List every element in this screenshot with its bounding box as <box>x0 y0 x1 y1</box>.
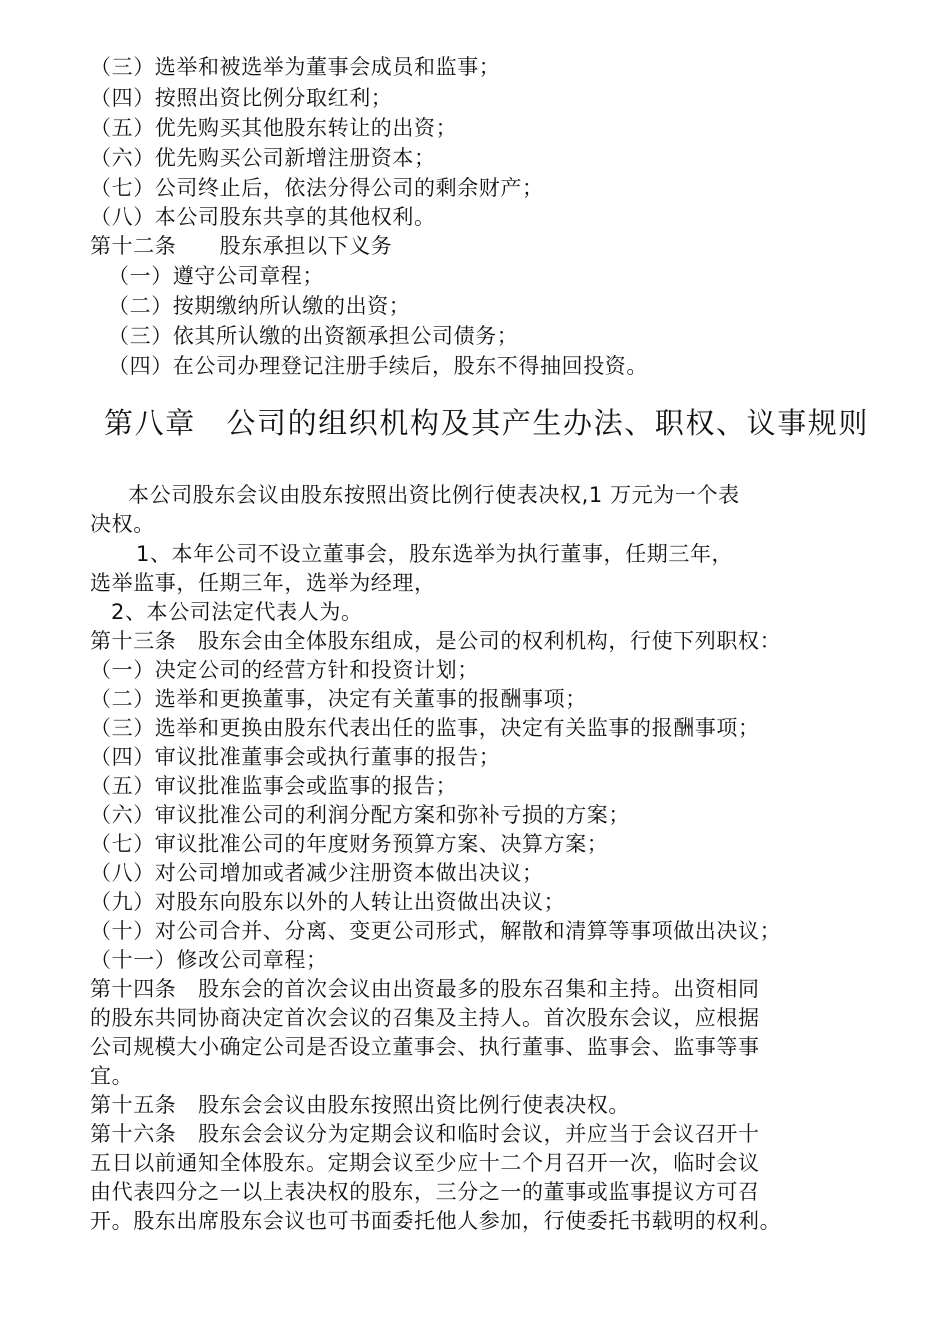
intro-line: 选举监事，任期三年，选举为经理， <box>90 571 436 595</box>
intro-line: 2、本公司法定代表人为。 <box>111 600 363 624</box>
article-14-line: 第十四条 股东会的首次会议由出资最多的股东召集和主持。出资相同 <box>90 977 760 1001</box>
obligation-item: （二）按期缴纳所认缴的出资； <box>108 294 411 318</box>
obligation-item: （四）在公司办理登记注册手续后，股东不得抽回投资。 <box>108 354 648 378</box>
power-item: （十）对公司合并、分离、变更公司形式，解散和清算等事项做出决议； <box>90 919 782 943</box>
power-item: （三）选举和更换由股东代表出任的监事，决定有关监事的报酬事项； <box>90 716 760 740</box>
chapter-8-heading: 第八章 公司的组织机构及其产生办法、职权、议事规则 <box>104 406 870 440</box>
power-item: （一）决定公司的经营方针和投资计划； <box>90 658 479 682</box>
article-16-line: 开。股东出席股东会议也可书面委托他人参加，行使委托书载明的权利。 <box>90 1209 782 1233</box>
intro-line: 本公司股东会议由股东按照出资比例行使表决权,1 万元为一个表 <box>128 483 740 507</box>
power-item: （二）选举和更换董事，决定有关董事的报酬事项； <box>90 687 587 711</box>
power-item: （四）审议批准董事会或执行董事的报告； <box>90 745 501 769</box>
rights-item: （四）按照出资比例分取红利； <box>90 86 393 110</box>
obligation-item: （三）依其所认缴的出资额承担公司债务； <box>108 324 519 348</box>
rights-item: （五）优先购买其他股东转让的出资； <box>90 116 458 140</box>
rights-item: （六）优先购买公司新增注册资本； <box>90 146 436 170</box>
obligation-item: （一）遵守公司章程； <box>108 264 324 288</box>
article-14-line: 宜。 <box>90 1064 134 1088</box>
power-item: （十一）修改公司章程； <box>90 948 328 972</box>
article-15-line: 第十五条 股东会会议由股东按照出资比例行使表决权。 <box>90 1093 630 1117</box>
article-16-line: 由代表四分之一以上表决权的股东，三分之一的董事或监事提议方可召 <box>90 1180 760 1204</box>
article-14-line: 的股东共同协商决定首次会议的召集及主持人。首次股东会议，应根据 <box>90 1006 760 1030</box>
article-14-line: 公司规模大小确定公司是否设立董事会、执行董事、监事会、监事等事 <box>90 1035 760 1059</box>
intro-line: 1、本年公司不设立董事会，股东选举为执行董事，任期三年， <box>136 542 734 566</box>
rights-item: （七）公司终止后，依法分得公司的剩余财产； <box>90 176 544 200</box>
article-16-line: 第十六条 股东会会议分为定期会议和临时会议，并应当于会议召开十 <box>90 1122 760 1146</box>
power-item: （八）对公司增加或者减少注册资本做出决议； <box>90 861 544 885</box>
power-item: （九）对股东向股东以外的人转让出资做出决议； <box>90 890 566 914</box>
article-16-line: 五日以前通知全体股东。定期会议至少应十二个月召开一次，临时会议 <box>90 1151 760 1175</box>
article-13-title: 第十三条 股东会由全体股东组成，是公司的权利机构，行使下列职权： <box>90 629 782 653</box>
intro-line: 决权。 <box>90 512 155 536</box>
power-item: （五）审议批准监事会或监事的报告； <box>90 774 458 798</box>
rights-item: （三）选举和被选举为董事会成员和监事； <box>90 55 501 79</box>
article-12-title: 第十二条 股东承担以下义务 <box>90 234 393 258</box>
power-item: （六）审议批准公司的利润分配方案和弥补亏损的方案； <box>90 803 630 827</box>
power-item: （七）审议批准公司的年度财务预算方案、决算方案； <box>90 832 609 856</box>
rights-item: （八）本公司股东共享的其他权利。 <box>90 205 436 229</box>
